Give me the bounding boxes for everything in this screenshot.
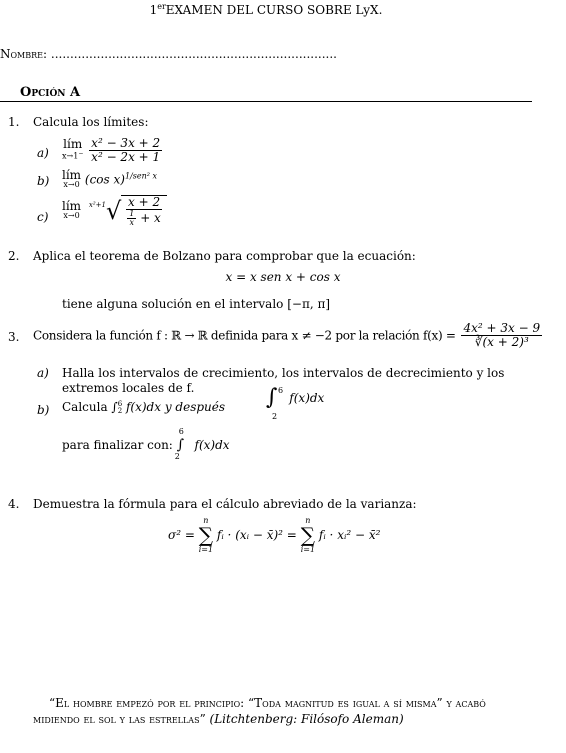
q4-number: 4.	[8, 497, 20, 511]
section-rule	[0, 101, 532, 102]
closing-quote: “El hombre empezó por el principio: “Toda magnitud es igual a sí misma” y acabó midiendo el sol y las estrellas” (Litchtenberg: Filósofo Aleman)	[33, 696, 486, 726]
section-title: Opción A	[20, 85, 81, 100]
q1-c-label: c)	[37, 210, 49, 224]
q2-number: 2.	[8, 249, 20, 263]
q3-a-text: Halla los intervalos de crecimiento, los intervalos de decrecimiento y los extremos locales de f.	[62, 366, 505, 395]
q2-equation: x = x sen x + cos x	[225, 270, 341, 284]
nombre-label: Nombre:	[0, 47, 48, 61]
q3-a-label: a)	[37, 366, 49, 380]
q1-c-expr: lím x→0 $^{x^2+1}$√ x + 2 $\frac{1}{x}$ + x	[62, 195, 167, 227]
q2-after: tiene alguna solución en el intervalo [−π, π]	[62, 297, 331, 311]
q1-a-label: a)	[37, 146, 49, 160]
q1-number: 1.	[8, 115, 20, 129]
q3-b-label: b)	[37, 403, 50, 417]
q1-text: Calcula los límites:	[33, 115, 149, 129]
q2-text: Aplica el teorema de Bolzano para comprobar que la ecuación:	[33, 249, 416, 263]
q1-b-expr: lím x→0 (cos x)$^{1/sen^2 x}$	[62, 168, 157, 189]
q3-b-final: para finalizar con: 6 ∫ 2 f(x)dx	[62, 427, 230, 461]
q3-b-center-integral: ∫ 6 2 f(x)dx	[266, 385, 325, 421]
q4-formula: σ² = n ∑ i=1 fᵢ · (xᵢ − x̄)² = n ∑ i=1 fᵢ · xᵢ² − x̄²	[168, 516, 381, 554]
nombre-dots: ...........................................................................	[50, 47, 337, 61]
nombre-line	[0, 47, 532, 61]
q3-number: 3.	[8, 330, 20, 344]
q3-b-line: Calcula ∫ 6 2 f(x)dx y después	[62, 399, 226, 415]
exam-title: 1erEXAMEN DEL CURSO SOBRE LyX.	[149, 2, 383, 17]
q1-b-label: b)	[37, 174, 50, 188]
title-superscript: er	[157, 2, 166, 11]
q3-text: Considera la función f : ℝ → ℝ definida para x ≠ −2 por la relación f(x) = $\frac{\text{4x² + 3x − 9}}{\text{∛(x + 2)³}}$	[33, 321, 541, 349]
q1-a-expr: lím x→1− $\frac{\text{x² − 3x + 2}}{\text{x² − 2x + 1}}$	[62, 136, 161, 164]
radical-sign: √	[105, 197, 122, 225]
q4-text: Demuestra la fórmula para el cálculo abreviado de la varianza:	[33, 497, 417, 511]
